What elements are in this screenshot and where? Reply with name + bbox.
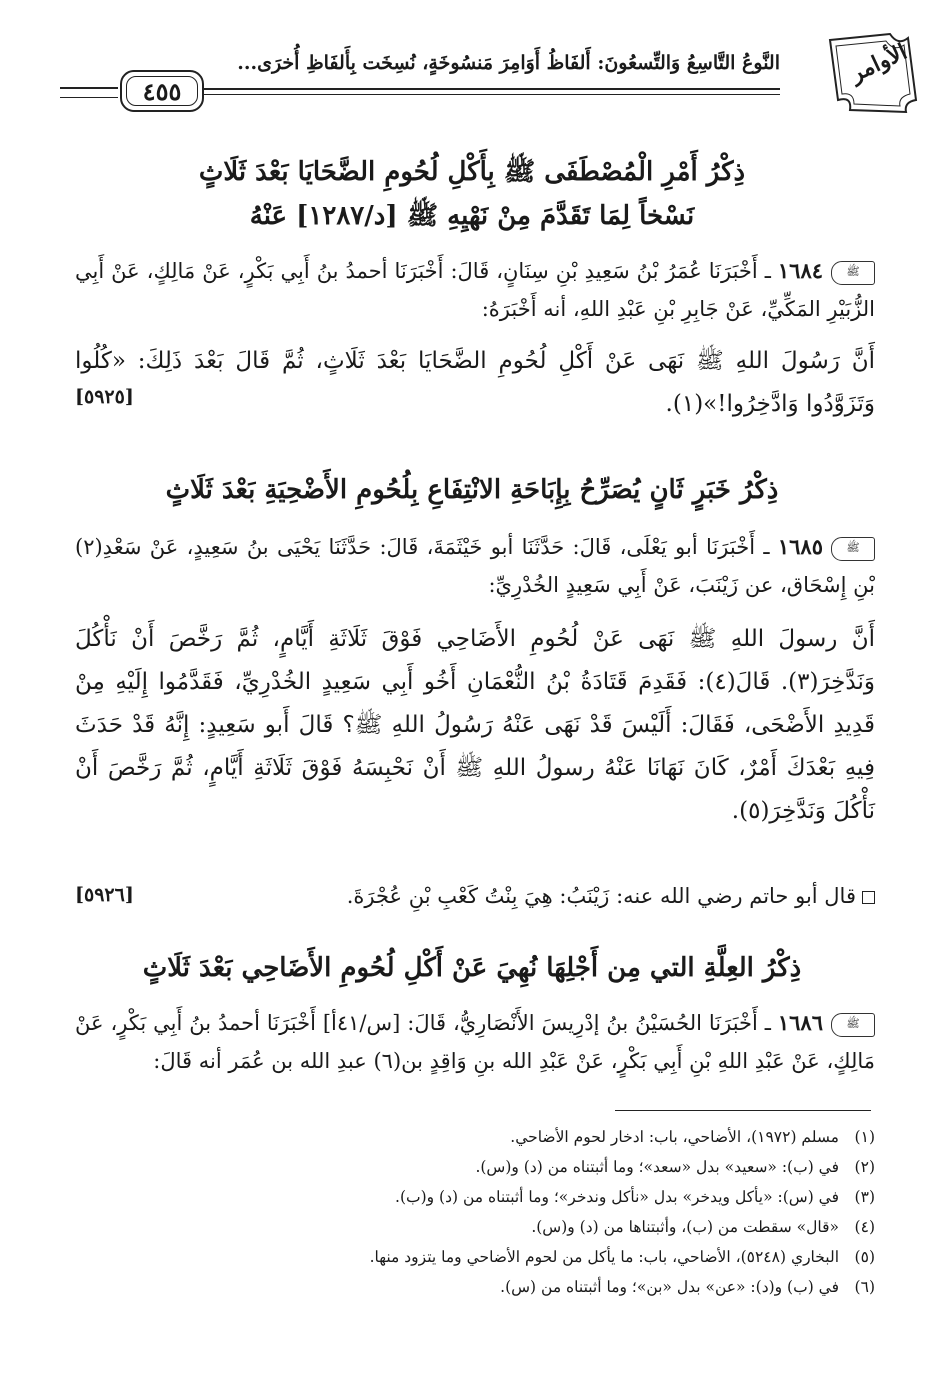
footnote-rule (615, 1110, 871, 1111)
hadith-tag-icon: ﷺ (831, 537, 875, 561)
hadith-matn-1684: أَنَّ رَسُولَ اللهِ ﷺ نَهَى عَنْ أَكْلِ لُحُومِ الضَّحَايَا بَعْدَ ثَلَاثٍ، ثُمَّ قَالَ بَعْدَ ذَلِكَ: «كُلُوا وَتَزَوَّدُوا وَادَّخِرُوا!»(١). (75, 348, 875, 417)
hadith-isnad-text: أَخْبَرَنَا أبو يَعْلَى، قَالَ: حَدَّثَنَا أبو خَيْثَمَةَ، قَالَ: حَدَّثَنَا يَحْيَى بنُ سَعِيدٍ، عَنْ سَعْدِ(٢) بْنِ إِسْحَاق، عن زَيْنَبَ، عَنْ أَبِي سَعِيدٍ الخُدْرِيِّ: (75, 535, 875, 597)
footnote-text: في (س): «يأكل ويدخر» بدل «نأكل وندخر»؛ وما أثبتناه من (د) و(ب). (395, 1188, 839, 1206)
footnote (75, 1182, 875, 1212)
emblem-text: الأوامر (845, 38, 911, 88)
hadith-reference: [٥٩٢٥] (75, 386, 134, 408)
editor-note (75, 884, 875, 908)
hadith-isnad-1685: ﷺ١٦٨٥ ـ أَخْبَرَنَا أبو يَعْلَى، قَالَ: حَدَّثَنَا أبو خَيْثَمَةَ، قَالَ: حَدَّثَنَا يَحْيَى بنُ سَعِيدٍ، عَنْ سَعْدِ(٢) بْنِ إِسْحَاق، عن زَيْنَبَ، عَنْ أَبِي سَعِيدٍ الخُدْرِيِّ: (75, 534, 875, 597)
hadith-isnad-1684: ﷺ١٦٨٤ ـ أَخْبَرَنَا عُمَرُ بْنُ سَعِيدِ بْنِ سِنَانٍ، قَالَ: أَخْبَرَنَا أحمدُ بنُ أَبِي بَكْرٍ، عَنْ مَالِكٍ، عَنْ أَبِي الزُّبَيْرِ المَكِّيِّ، عَنْ جَابِرِ بْنِ عَبْدِ اللهِ، أنه أَخْبَرَهُ: (75, 258, 875, 321)
chapter-title-1-line2: نَسْخاً لِمَا تَقَدَّمَ مِنْ نَهْيِهِ ﷺ [د/١٢٨٧] عَنْهُ (249, 201, 695, 231)
hadith-isnad-1686: ﷺ١٦٨٦ ـ أَخْبَرَنَا الحُسَيْنُ بنُ إدْرِيسَ الأَنْصَارِيُّ، قَالَ: [س/٤١أ] أَخْبَرَنَا أحمدُ بنُ أَبِي بَكْرٍ، عَنْ مَالِكٍ، عَنْ عَبْدِ اللهِ بْنِ أَبِي بَكْرٍ، عَنْ عَبْدِ الله بنِ وَاقِدٍ بن(٦) عبدِ الله بن عُمَر أنه قَالَ: (75, 1010, 875, 1073)
hadith-isnad-text: أَخْبَرَنَا الحُسَيْنُ بنُ إدْرِيسَ الأَنْصَارِيُّ، قَالَ: [س/٤١أ] أَخْبَرَنَا أحمدُ بنُ أَبِي بَكْرٍ، عَنْ مَالِكٍ، عَنْ عَبْدِ اللهِ بْنِ أَبِي بَكْرٍ، عَنْ عَبْدِ الله بنِ وَاقِدٍ بن(٦) عبدِ الله بن عُمَر أنه قَالَ: (75, 1011, 875, 1073)
footnotes (75, 1122, 875, 1302)
hadith-tag-icon: ﷺ (831, 1013, 875, 1037)
chapter-title-1: ذِكْرُ أَمْرِ الْمُصْطَفَى ﷺ بِأَكْلِ لُحُومِ الضَّحَايَا بَعْدَ ثَلَاثٍ (198, 157, 746, 187)
footnote-number: (٣) (854, 1188, 875, 1206)
page-number-text: ٤٥٥ (142, 76, 182, 106)
footnote-number: (٤) (854, 1218, 875, 1236)
editor-note-text: قال أبو حاتم رضي الله عنه: زَيْنَبُ: هِيَ بِنْتُ كَعْبِ بْنِ عُجْرَةَ. (346, 884, 856, 908)
footnote-text: في (ب) و(د): «عن» بدل «بن»؛ وما أثبتناه من (س). (500, 1278, 839, 1296)
header-rule-thin (180, 94, 780, 95)
hadith-tag-icon: ﷺ (831, 261, 875, 285)
header-rule (180, 88, 780, 90)
chapter-title-3: ذِكْرُ العِلَّةِ التي مِن أَجْلِهَا نُهِيَ عَنْ أَكْلِ لُحُومِ الأَضَاحِي بَعْدَ ثَلَاثٍ (142, 953, 802, 983)
puzzle-emblem-icon (820, 30, 920, 115)
chapter-title-2: ذِكْرُ خَبَرٍ ثَانٍ يُصَرِّحُ بِإِبَاحَةِ الانْتِفَاعِ بِلُحُومِ الأَضْحِيَةِ بَعْدَ ثَلَاثٍ (165, 475, 779, 505)
page-number-lines (60, 87, 118, 98)
hadith-matn-1685: أَنَّ رسولَ اللهِ ﷺ نَهَى عَنْ لُحُومِ الأَضَاحِي فَوْقَ ثَلَاثَةِ أَيَّامٍ، ثُمَّ رَخَّصَ أَنْ نَأْكُلَ وَنَدَّخِرَ(٣). قَالَ(٤): فَقَدِمَ قَتَادَةُ بْنُ النُّعْمَانِ أَخُو أَبِي سَعِيدٍ الخُدْرِيِّ، فَقَدَّمُوا إِلَيْهِ مِنْ قَدِيدِ الأَضْحَى، فَقَالَ: أَلَيْسَ قَدْ نَهَى عَنْهُ رَسُولُ اللهِ ﷺ؟ قَالَ أَبو سَعِيدٍ: إِنَّهُ قَدْ حَدَثَ فِيهِ بَعْدَكَ أَمْرٌ، كَانَ نَهَانَا عَنْهُ رسولُ اللهِ ﷺ أَنْ نَحْبِسَهُ فَوْقَ ثَلَاثَةِ أَيَّامٍ، ثُمَّ رَخَّصَ أَنْ نَأْكُلَ وَنَدَّخِرَ(٥). (75, 626, 875, 824)
page-header (60, 38, 911, 120)
hadith-number: ١٦٨٦ (777, 1010, 823, 1035)
hadith-isnad-text: أَخْبَرَنَا عُمَرُ بْنُ سَعِيدِ بْنِ سِنَانٍ، قَالَ: أَخْبَرَنَا أحمدُ بنُ أَبِي بَكْرٍ، عَنْ مَالِكٍ، عَنْ أَبِي الزُّبَيْرِ المَكِّيِّ، عَنْ جَابِرِ بْنِ عَبْدِ اللهِ، أنه أَخْبَرَهُ: (75, 259, 875, 321)
hadith-number: ١٦٨٥ (777, 534, 823, 559)
square-bullet-icon (862, 891, 875, 904)
hadith-number: ١٦٨٤ (777, 258, 824, 283)
footnote (75, 1122, 875, 1152)
footnote-text: في (ب): «سعيد» بدل «سعد»؛ وما أثبتناه من (د) و(س). (475, 1158, 839, 1176)
footnote-text: مسلم (١٩٧٢)، الأضاحي، باب: ادخار لحوم الأضاحي. (510, 1128, 839, 1146)
footnote (75, 1272, 875, 1302)
footnote-number: (١) (854, 1128, 875, 1146)
footnote-number: (٥) (854, 1248, 875, 1266)
footnote (75, 1212, 875, 1242)
footnote-number: (٢) (854, 1158, 875, 1176)
footnote-text: «قال» سقطت من (ب)، وأثبتناها من (د) و(س). (531, 1218, 839, 1236)
hadith-reference: [٥٩٢٦] (75, 884, 134, 906)
footnote (75, 1152, 875, 1182)
footnote (75, 1242, 875, 1272)
footnote-text: البخاري (٥٢٤٨)، الأضاحي، باب: ما يأكل من لحوم الأضاحي وما يتزود منها. (369, 1248, 839, 1266)
running-title: النَّوعُ التَّاسِعُ وَالتِّسعُونَ: أَلفَاظُ أَوَامِرَ مَنسُوخَةٍ، نُسِخَت بِأَلفَاظِ أُخرَى... (237, 52, 780, 74)
footnote-number: (٦) (854, 1278, 875, 1296)
page-number (120, 70, 204, 112)
